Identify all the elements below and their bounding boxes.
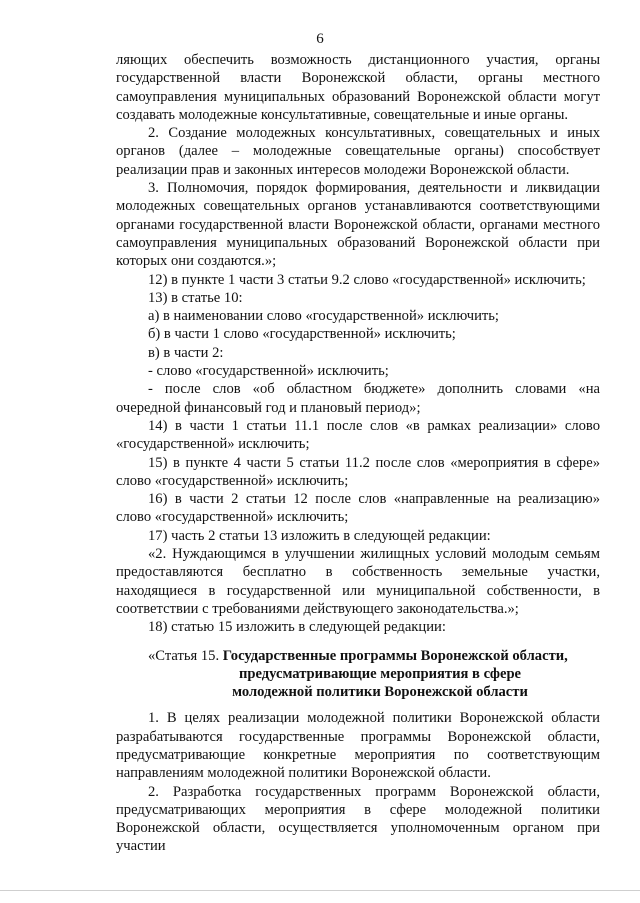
amendment-13-a: а) в наименовании слово «государственной» исключить; [148, 308, 499, 325]
amendment-13-v-dash-1: - слово «государственной» исключить; [148, 363, 389, 380]
amendment-17-text: «2. Нуждающимся в улучшении жилищных условий молодым семьям предоставляются бесплатно в собственность земельные участки, находящиеся в государственной или муниципальной собственности, в соответствии с требованиями действующего законодательства.»; [116, 546, 600, 617]
scan-edge-line [0, 890, 640, 891]
article-prefix: «Статья 15. [148, 647, 220, 664]
amendment-15: 15) в пункте 4 части 5 статьи 11.2 после слов «мероприятия в сфере» слово «государственной» исключить; [116, 454, 600, 489]
amendment-13: 13) в статье 10: [148, 289, 243, 306]
article-title-line-1: Государственные программы Воронежской области, [222, 647, 568, 664]
article-paragraph-2: 2. Разработка государственных программ Воронежской области, предусматривающих мероприятия в сфере молодежной политики Воронежской области, осуществляется уполномоченным органом при участии [116, 783, 600, 855]
amendment-17: 17) часть 2 статьи 13 изложить в следующей редакции: [148, 527, 491, 544]
paragraph-item-2: 2. Создание молодежных консультативных, совещательных и иных органов (далее – молодежные совещательные органы) способствует реализации прав и законных интересов молодежи Воронежской области. [116, 125, 600, 178]
article-title-line-2: предусматривающие мероприятия в сфере [238, 665, 522, 682]
amendment-16: 16) в части 2 статьи 12 после слов «направленные на реализацию» слово «государственной» исключить; [116, 491, 600, 526]
amendment-13-v: в) в части 2: [148, 344, 224, 361]
amendment-13-b: б) в части 1 слово «государственной» исключить; [148, 326, 456, 343]
paragraph-continuation: ляющих обеспечить возможность дистанционного участия, органы государственной власти Воронежской области, органы местного самоуправления муниципальных образований Воронежской области могут создавать молодежные консультативные, совещательные и иные органы. [116, 52, 600, 123]
amendment-14: 14) в части 1 статьи 11.1 после слов «в рамках реализации» слово «государственной» исключить; [116, 417, 600, 453]
page-number: 6 [316, 31, 324, 47]
amendment-12: 12) в пункте 1 части 3 статьи 9.2 слово «государственной» исключить; [148, 271, 586, 288]
article-heading [116, 647, 600, 702]
amendment-18: 18) статью 15 изложить в следующей редакции: [148, 619, 446, 636]
document-body [116, 51, 600, 856]
amendment-13-v-dash-2: - после слов «об областном бюджете» дополнить словами «на очередной финансовый год и плановый период»; [116, 381, 600, 416]
article-paragraph-1: 1. В целях реализации молодежной политики Воронежской области разрабатываются государственные программы Воронежской области, предусматривающие конкретные мероприятия по соответствующим направлениям молодежной политики Воронежской области. [116, 710, 600, 782]
paragraph-item-3: 3. Полномочия, порядок формирования, деятельности и ликвидации молодежных совещательных органов устанавливаются соответствующими органами государственной власти Воронежской области, органами местного самоуправления муниципальных образований Воронежской области при которых они создаются.»; [116, 180, 600, 270]
article-title-line-3: молодежной политики Воронежской области [232, 684, 528, 701]
